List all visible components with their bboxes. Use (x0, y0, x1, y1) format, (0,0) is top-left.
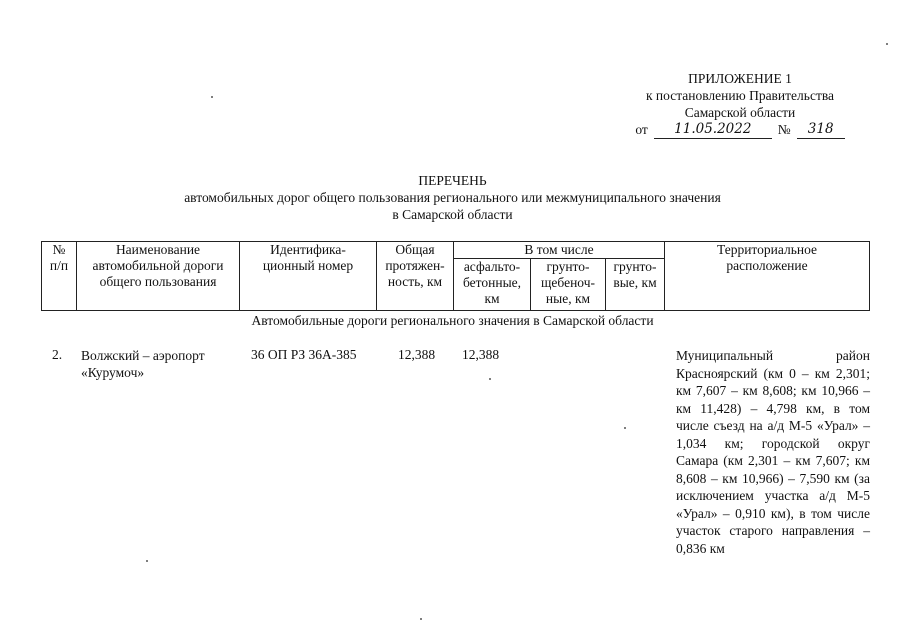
row-number: 2. (52, 347, 63, 362)
appendix-block (600, 70, 880, 139)
document-title (0, 172, 905, 223)
header-gravel: грунто- щебеноч- ные, км (531, 259, 606, 311)
appendix-line-decree: к постановлению Правительства (645, 88, 835, 103)
scan-speck (489, 378, 491, 380)
scan-speck (420, 618, 422, 620)
header-dirt: грунто- вые, км (606, 259, 665, 311)
title-subtitle: автомобильных дорог общего пользования регионального или межмуниципального значения (184, 190, 721, 205)
header-asphalt: асфальто- бетонные, км (454, 259, 531, 311)
title-main: ПЕРЕЧЕНЬ (418, 173, 487, 188)
scan-speck (211, 96, 213, 98)
scan-speck (886, 43, 888, 45)
header-length: Общая протяжен- ность, км (377, 242, 454, 311)
header-no: № п/п (42, 242, 77, 311)
header-id: Идентифика- ционный номер (240, 242, 377, 311)
row-territory: Муниципальный район Красноярский (км 0 – км 2,301; км 7,607 – км 8,608; км 10,966 – км 11,428) – 4,798 км, в том числе съезд на а/д М-5 «Урал» – 1,034 км; городской округ Самара (км 2,301 – км 7,607; км 8,608 – км 10,966) – 7,590 км (за исключением участка а/д М-5 «Урал» – 0,910 км), в том числе участок старого направления – 0,836 км (676, 348, 870, 556)
table-header (41, 241, 870, 311)
row-asphalt-length: 12,388 (462, 347, 500, 362)
row-identifier: 36 ОП РЗ 36А-385 (251, 347, 357, 362)
header-territory: Территориальное расположение (665, 242, 870, 311)
handwritten-date: 11.05.2022 (654, 121, 772, 139)
appendix-date-row (600, 121, 880, 139)
title-region: в Самарской области (392, 207, 513, 222)
scan-speck (624, 427, 626, 429)
number-prefix: № (777, 122, 791, 137)
header-including: В том числе (454, 242, 665, 259)
appendix-title: ПРИЛОЖЕНИЕ 1 (688, 71, 792, 86)
appendix-line-region: Самарской области (684, 105, 796, 120)
header-name: Наименование автомобильной дороги общего пользования (77, 242, 240, 311)
scan-speck (146, 560, 148, 562)
date-prefix: от (635, 122, 648, 137)
row-road-name: Волжский – аэропорт «Курумоч» (81, 348, 205, 380)
handwritten-number: 318 (797, 121, 845, 139)
section-title: Автомобильные дороги регионального значения в Самарской области (251, 313, 654, 328)
row-total-length: 12,388 (398, 347, 436, 362)
